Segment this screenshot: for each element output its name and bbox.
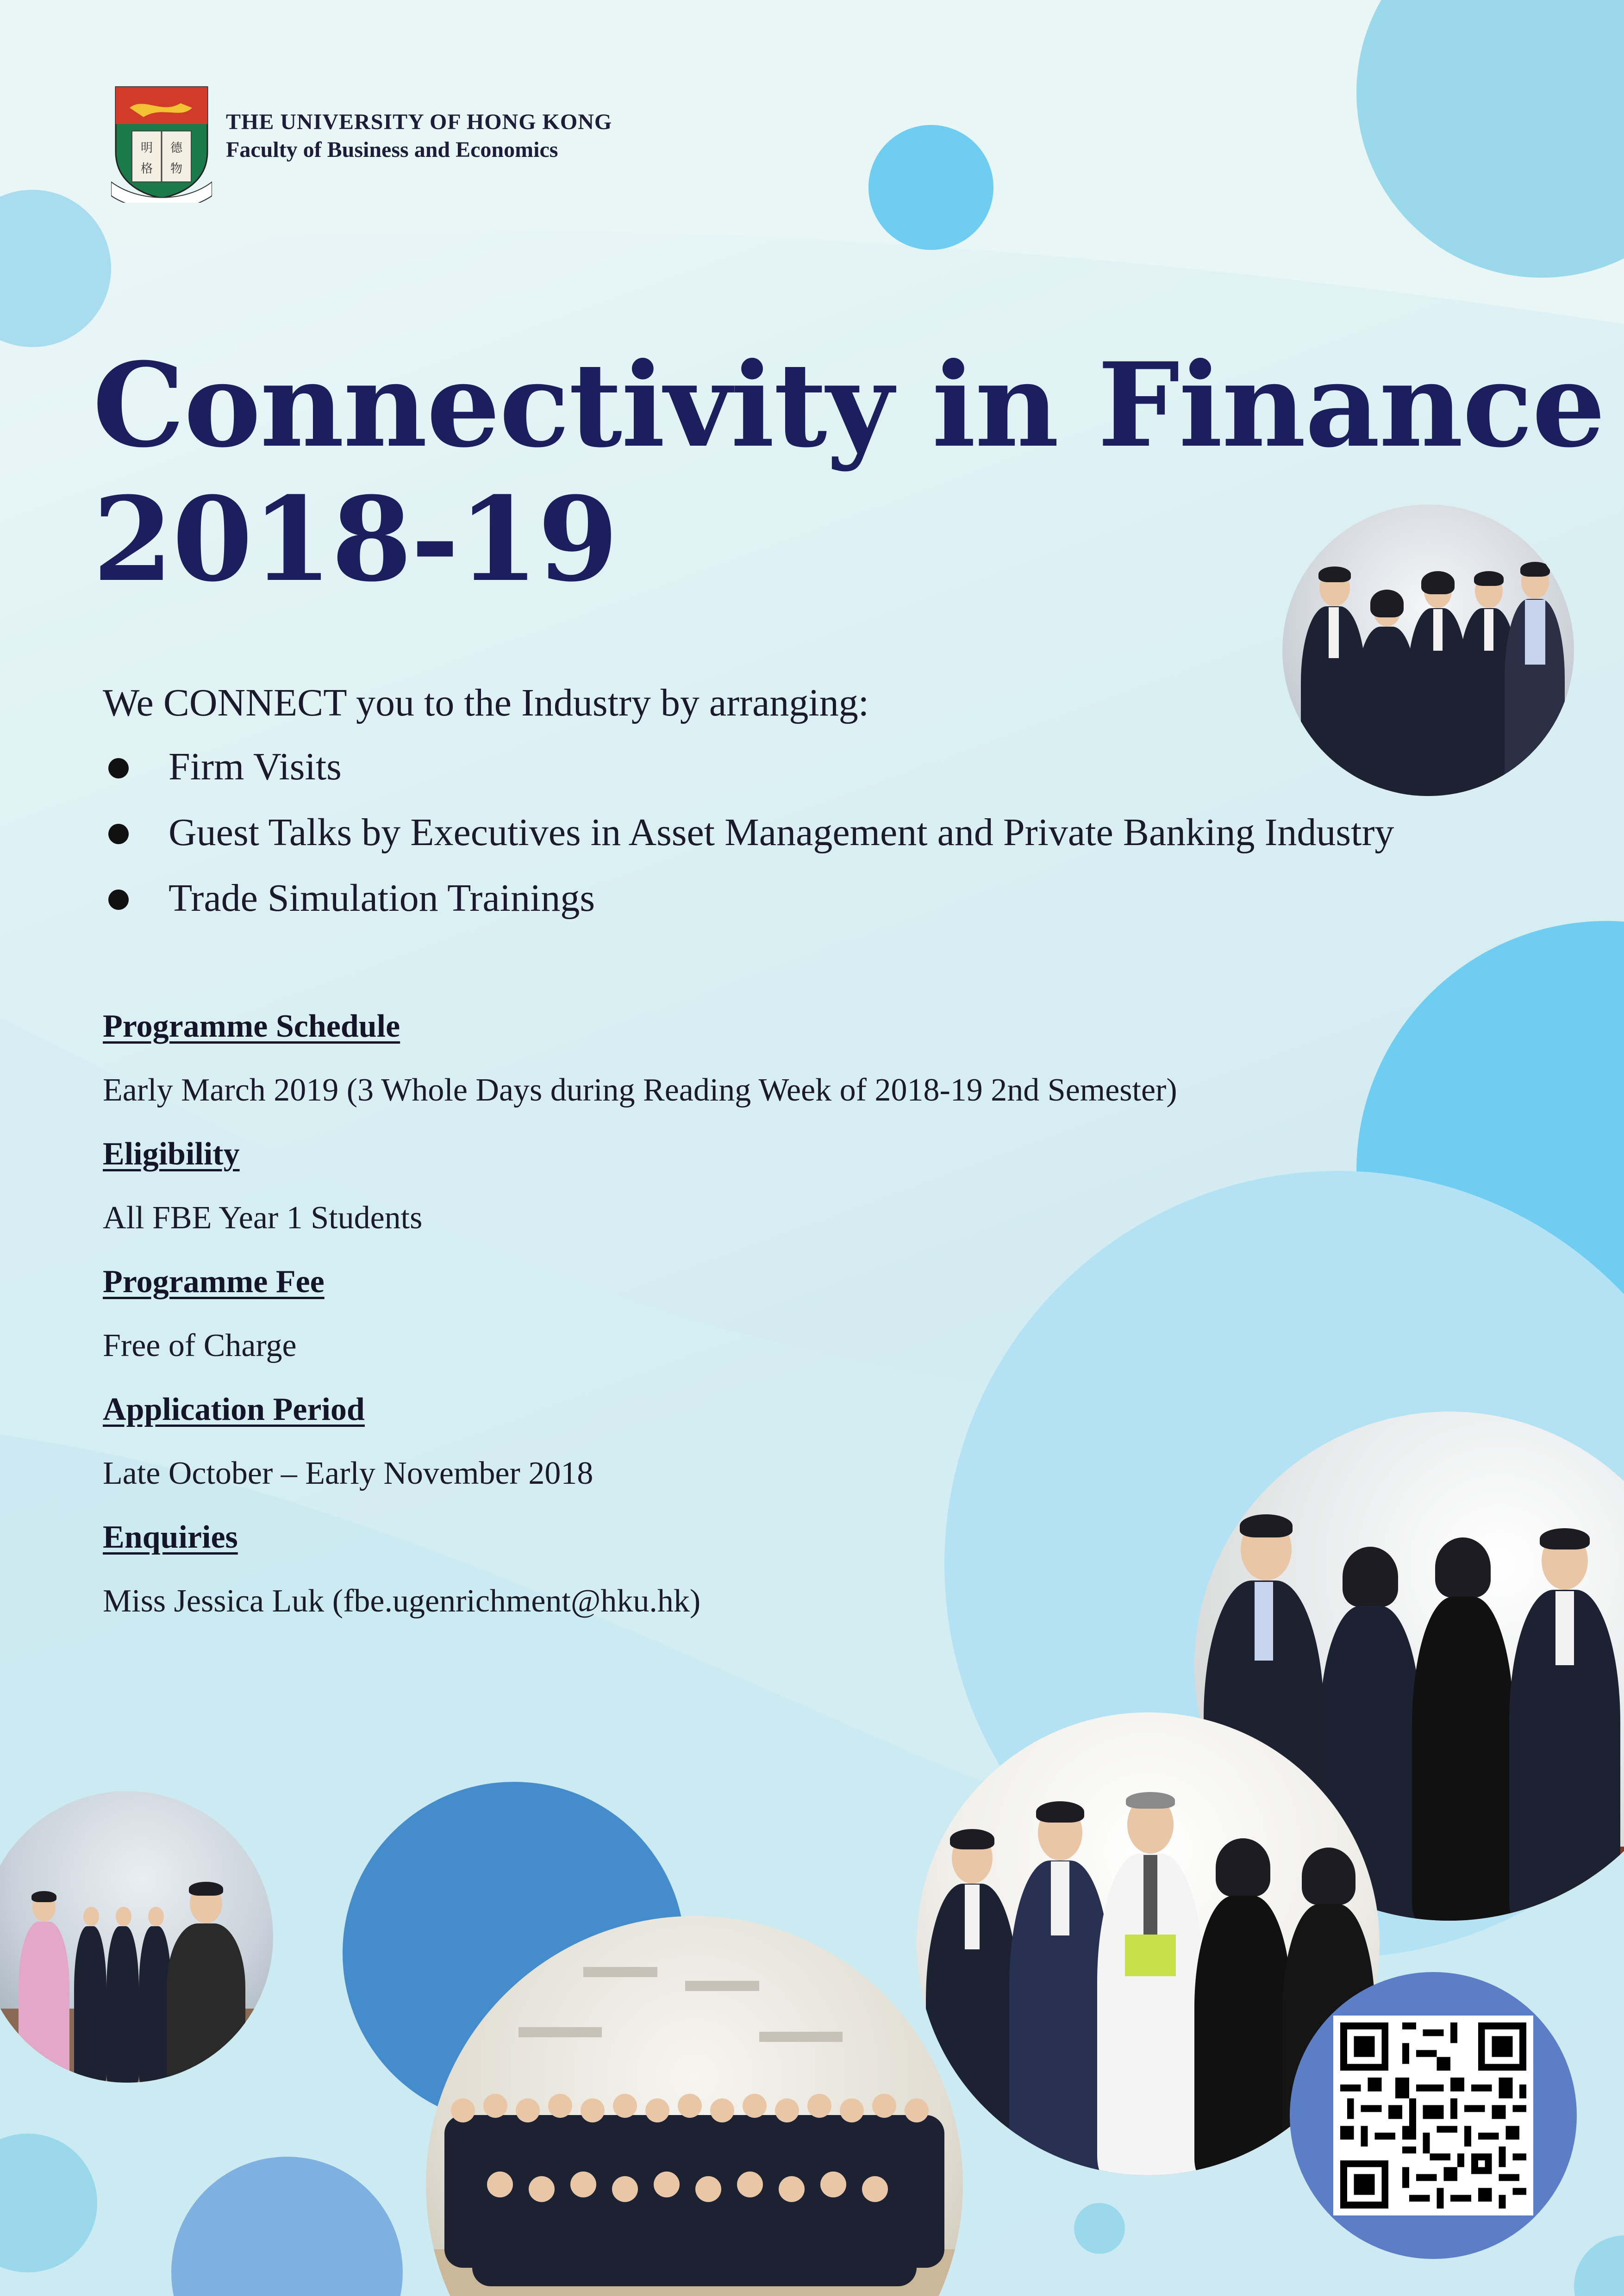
- svg-text:德: 德: [170, 141, 183, 155]
- schedule-heading: Programme Schedule: [103, 1008, 400, 1044]
- svg-text:明: 明: [140, 141, 153, 155]
- decor-circle: [868, 125, 993, 250]
- intro-text: We CONNECT you to the Industry by arranging:: [103, 681, 869, 724]
- title-line-1: Connectivity in Finance: [93, 337, 1605, 473]
- list-item: [103, 744, 1394, 810]
- list-item: [103, 876, 1394, 941]
- qr-code-icon[interactable]: [1333, 2016, 1533, 2215]
- list-item-label: Trade Simulation Trainings: [169, 877, 595, 920]
- enquiries-value: Miss Jessica Luk (fbe.ugenrichment@hku.hk): [103, 1583, 701, 1619]
- svg-text:格: 格: [140, 162, 153, 176]
- svg-text:物: 物: [170, 162, 183, 176]
- group-photo-5: [426, 1916, 963, 2296]
- decor-circle: [1074, 2203, 1125, 2254]
- bullet-icon: [108, 758, 129, 778]
- hku-crest-icon: [111, 82, 212, 203]
- list-item: [103, 810, 1394, 876]
- schedule-value: Early March 2019 (3 Whole Days during Reading Week of 2018-19 2nd Semester): [103, 1072, 1177, 1108]
- eligibility-value: All FBE Year 1 Students: [103, 1200, 423, 1236]
- programme-details: [103, 1003, 1177, 1642]
- list-item-label: Firm Visits: [169, 745, 342, 788]
- university-name: THE UNIVERSITY OF HONG KONG: [226, 110, 612, 134]
- group-photo-5-crowd: [426, 1916, 963, 2296]
- period-value: Late October – Early November 2018: [103, 1456, 593, 1491]
- faculty-name: Faculty of Business and Economics: [226, 137, 558, 162]
- period-heading: Application Period: [103, 1392, 365, 1427]
- bullet-icon: [108, 890, 129, 910]
- fee-value: Free of Charge: [103, 1328, 297, 1363]
- title-line-2: 2018-19: [93, 471, 618, 607]
- eligibility-heading: Eligibility: [103, 1136, 240, 1172]
- enquiries-heading: Enquiries: [103, 1519, 238, 1555]
- group-photo-1: [1282, 504, 1574, 796]
- bullet-icon: [108, 824, 129, 844]
- fee-heading: Programme Fee: [103, 1264, 325, 1300]
- list-item-label: Guest Talks by Executives in Asset Management and Private Banking Industry: [169, 811, 1394, 854]
- feature-list: [103, 744, 1394, 941]
